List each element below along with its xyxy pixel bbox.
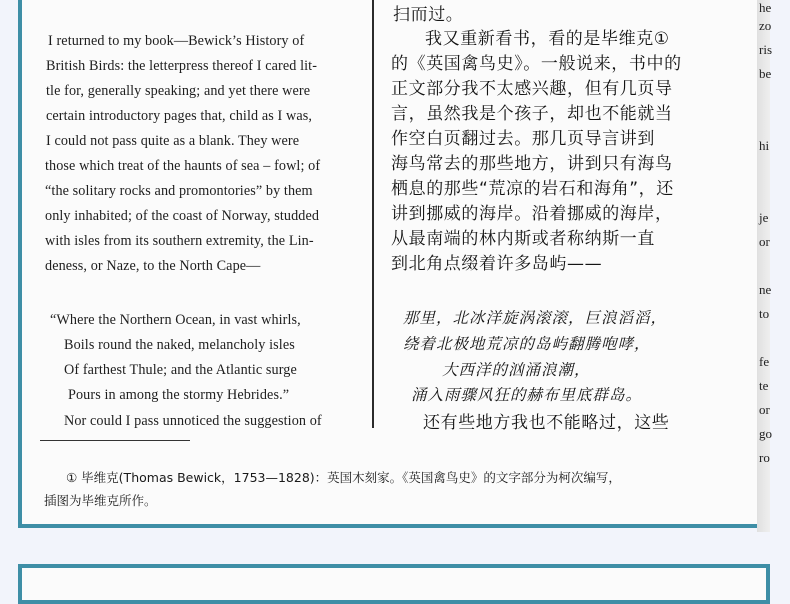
chinese-line: 言，虽然我是个孩子，却也不能就当 <box>391 104 673 124</box>
edge-word: fe <box>759 354 770 369</box>
chinese-line: 栖息的那些“荒凉的岩石和海角”，还 <box>391 179 674 199</box>
chinese-verse-line: 绕着北极地荒凉的岛屿翻腾咆哮， <box>403 335 651 353</box>
english-line: tle for, generally speaking; and yet there were <box>46 83 311 99</box>
footnote-line: 插图为毕维克所作。 <box>44 493 157 508</box>
edge-word: be <box>759 66 772 81</box>
chinese-line: 从最南端的林内斯或者称纳斯一直 <box>391 229 655 249</box>
english-line: I could not pass quite as a blank. They were <box>46 133 300 149</box>
chinese-verse-line: 大西洋的汹涌浪潮， <box>442 361 591 379</box>
english-verse-line: Boils round the naked, melancholy isles <box>64 337 295 353</box>
chinese-line: 到北角点缀着许多岛屿—— <box>391 254 603 274</box>
english-verse-line: “Where the Northern Ocean, in vast whirls, <box>50 312 301 328</box>
edge-word: ris <box>759 42 772 57</box>
edge-word: he <box>759 0 772 15</box>
english-line: Nor could I pass unnoticed the suggestion of <box>64 413 322 429</box>
chinese-verse-line: 涌入雨骤风狂的赫布里底群岛。 <box>411 386 643 404</box>
english-line: those which treat of the haunts of sea – fowl; of <box>45 158 321 174</box>
edge-word: go <box>759 426 772 441</box>
column-divider <box>372 0 374 428</box>
edge-word: to <box>759 306 770 321</box>
edge-word: je <box>759 210 769 225</box>
english-verse-line: Of farthest Thule; and the Atlantic surge <box>64 362 297 378</box>
footnote-rule <box>40 440 190 441</box>
edge-word: ne <box>759 282 772 297</box>
english-verse-line: Pours in among the stormy Hebrides.” <box>68 387 290 403</box>
english-line: I returned to my book—Bewick’s History of <box>48 33 305 49</box>
chinese-line: 扫而过。 <box>393 5 464 25</box>
footnote-line: ① 毕维克(Thomas Bewick，1753—1828)：英国木刻家。《英国禽鸟史》的文字部分为柯次编写， <box>66 470 621 485</box>
english-line: British Birds: the letterpress thereof I cared lit- <box>46 58 318 74</box>
chinese-line: 作空白页翻过去。那几页导言讲到 <box>391 129 655 149</box>
edge-word: or <box>759 402 770 417</box>
english-line: “the solitary rocks and promontories” by them <box>45 183 313 199</box>
english-line: with isles from its southern extremity, the Lin- <box>45 233 314 249</box>
edge-word: hi <box>759 138 770 153</box>
english-line: deness, or Naze, to the North Cape— <box>45 258 261 274</box>
edge-word: ro <box>759 450 770 465</box>
edge-word: te <box>759 378 769 393</box>
chinese-line: 的《英国禽鸟史》。一般说来，书中的 <box>391 54 682 74</box>
english-line: certain introductory pages that, child as I was, <box>46 108 313 124</box>
edge-word: or <box>759 234 770 249</box>
chinese-line: 海鸟常去的那些地方，讲到只有海鸟 <box>391 154 673 174</box>
chinese-line: 还有些地方我也不能略过，这些 <box>423 413 670 433</box>
english-line: only inhabited; of the coast of Norway, studded <box>45 208 320 224</box>
chinese-verse-line: 那里，北冰洋旋涡滚滚，巨浪滔滔， <box>403 309 668 327</box>
chinese-line: 讲到挪威的海岸。沿着挪威的海岸， <box>391 204 673 224</box>
book-page-frame <box>18 0 770 528</box>
next-page-frame <box>18 564 770 604</box>
chinese-line: 我又重新看书，看的是毕维克① <box>425 29 670 49</box>
edge-word: zo <box>759 18 772 33</box>
chinese-line: 正文部分我不太感兴趣，但有几页导 <box>391 79 673 99</box>
